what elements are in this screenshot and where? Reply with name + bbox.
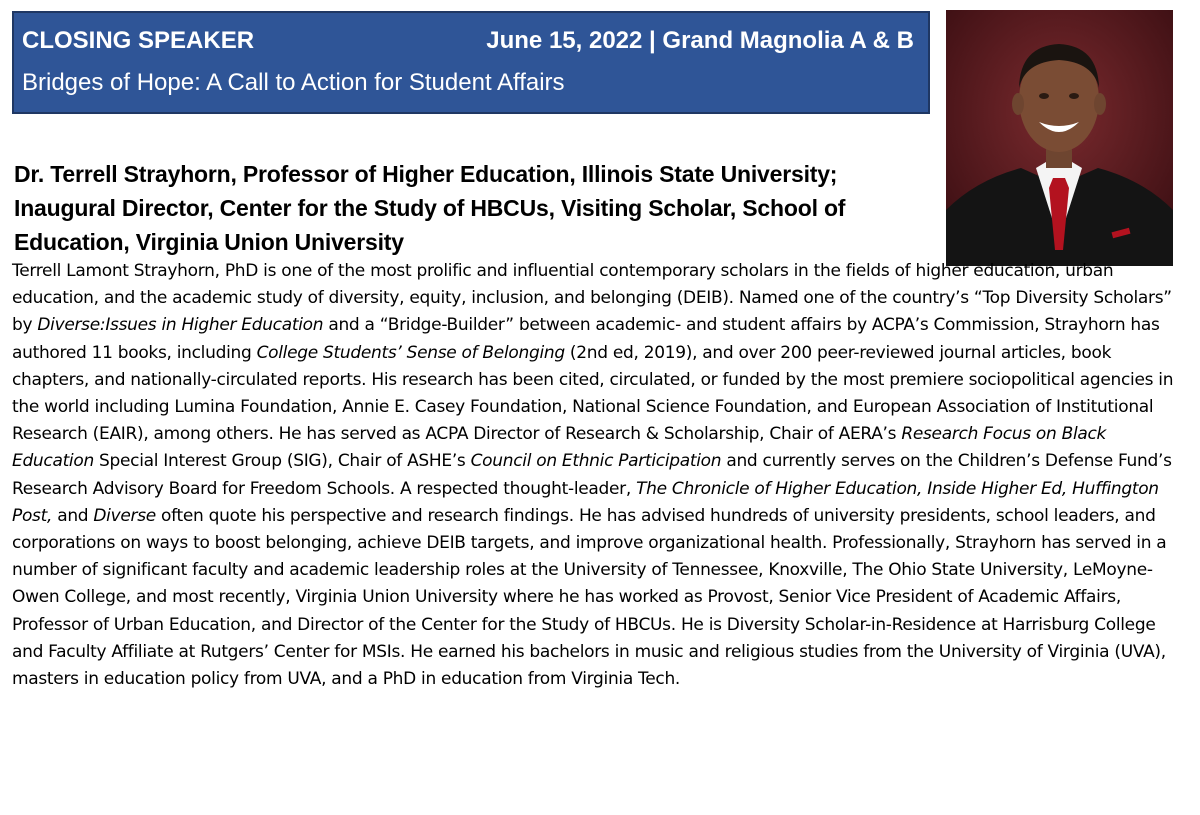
bio-italic: Council on Ethnic Participation	[470, 451, 722, 472]
session-banner	[12, 11, 930, 114]
bio-text: (2nd ed, 2019), and over 200 peer-reviewed journal articles, book chapters, and nationally-circulated reports. His research has been cited, circulated, or funded by the most premiere sociopolitical agencies in the world including Lumina Foundation, Annie E. Casey Foundation, National Science Foundation, and European Association of Institutional Research (EAIR), among others. He has served as ACPA Director of Research & Scholarship, Chair of AERA’s	[12, 342, 1174, 445]
bio-text: and currently serves on the Children’s Defense Fund’s Research Advisory Board for Freedom Schools. A respected thought-leader,	[12, 451, 1172, 499]
bio-italic: Research Focus on Black Education	[12, 424, 1107, 472]
bio-text: Special Interest Group (SIG), Chair of ASHE’s	[93, 451, 471, 472]
bio-paragraph	[12, 258, 1187, 693]
bio-italic: The Chronicle of Higher Education, Inside Higher Ed, Huffington Post,	[12, 478, 1159, 526]
bio-text: often quote his perspective and research findings. He has advised hundreds of university presidents, school leaders, and corporations on ways to boost belonging, achieve DEIB targets, and improve organizational health. Professionally, Strayhorn has served in a number of significant faculty and academic leadership roles at the University of Tennessee, Knoxville, The Ohio State University, LeMoyne-Owen College, and most recently, Virginia Union University where he has worked as Provost, Senior Vice President of Academic Affairs, Professor of Urban Education, and Director of the Center for the Study of HBCUs. He is Diversity Scholar-in-Residence at Harrisburg College and Faculty Affiliate at Rutgers’ Center for MSIs. He earned his bachelors in music and religious studies from the University of Virginia (UVA), masters in education policy from UVA, and a PhD in education from Virginia Tech.	[12, 505, 1167, 690]
bio-text: and	[52, 505, 94, 526]
bio-italic: Diverse:Issues in Higher Education	[37, 315, 324, 336]
session-title: Bridges of Hope: A Call to Action for Student Affairs	[22, 69, 565, 96]
bio-italic: Diverse	[93, 505, 156, 526]
speaker-name-heading: Dr. Terrell Strayhorn, Professor of Higher Education, Illinois State University; Inaugural Director, Center for the Study of HBCUs, Visiting Scholar, School of Education, Virginia Union University	[14, 161, 846, 255]
session-date-location: June 15, 2022 | Grand Magnolia A & B	[486, 27, 914, 54]
bio-text: Terrell Lamont Strayhorn, PhD is one of the most prolific and influential contemporary scholars in the fields of higher education, urban education, and the academic study of diversity, equity, inclusion, and belonging (DEIB). Named one of the country’s “Top Diversity Scholars” by	[12, 261, 1172, 336]
speaker-bio	[12, 258, 1187, 693]
bio-italic: College Students’ Sense of Belonging	[256, 342, 565, 363]
session-label: CLOSING SPEAKER	[22, 27, 255, 54]
speaker-photo	[946, 10, 1173, 266]
bio-text: and a “Bridge-Builder” between academic- and student affairs by ACPA’s Commission, Strayhorn has authored 11 books, including	[12, 315, 1160, 363]
